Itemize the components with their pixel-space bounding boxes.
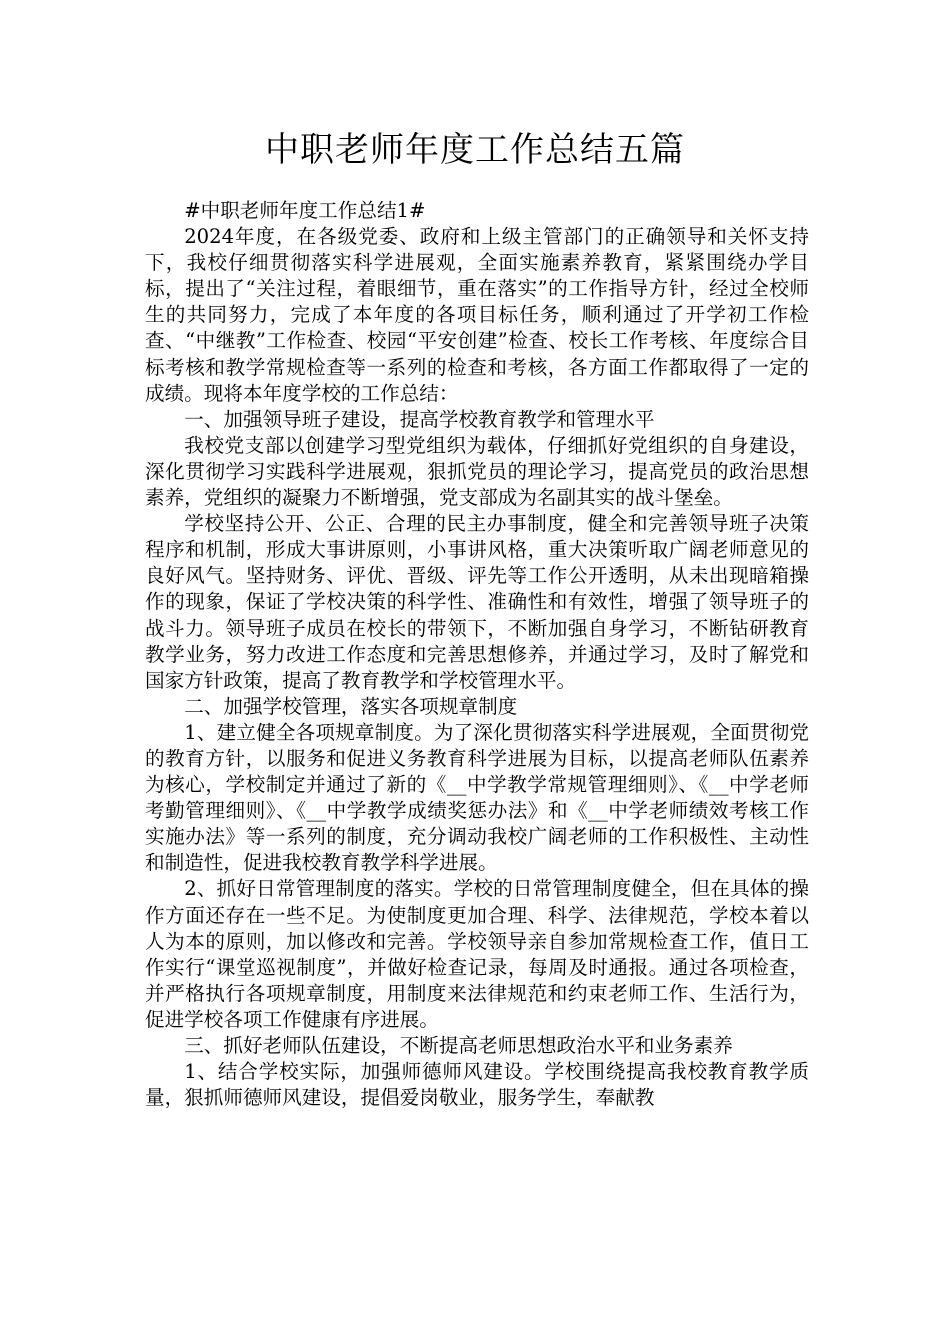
section-heading: 二、加强学校管理，落实各项规章制度 [184, 694, 518, 718]
section-heading: #中职老师年度工作总结1# [184, 199, 426, 222]
document-title: 中职老师年度工作总结五篇 [265, 130, 685, 170]
body-paragraph: 1、结合学校实际，加强师德师风建设。学校围绕提高我校教育教学质量，狠抓师德师风建设，提倡爱岗敬业，服务学生，奉献教 [145, 1060, 809, 1110]
body-paragraph: 1、建立健全各项规章制度。为了深化贯彻落实科学进展观，全面贯彻党的教育方针，以服务和促进义务教育科学进展为目标，以提高老师队伍素养为核心，学校制定并通过了新的《__中学教学常规管理细则》、《__中学老师考勤管理细则》、《__中学教学成绩奖惩办法》和《__中学老师绩效考核工作实施办法》等一系列的制度，充分调动我校广阔老师的工作积极性、主动性和制造性，促进我校教育教学科学进展。 [145, 720, 809, 875]
body-paragraph: 学校坚持公开、公正、合理的民主办事制度，健全和完善领导班子决策程序和机制，形成大事讲原则，小事讲风格，重大决策听取广阔老师意见的良好风气。坚持财务、评优、晋级、评先等工作公开透明，从未出现暗箱操作的现象，保证了学校决策的科学性、准确性和有效性，增强了领导班子的战斗力。领导班子成员在校长的带领下，不断加强自身学习，不断钻研教育教学业务，努力改进工作态度和完善思想修养，并通过学习，及时了解党和国家方针政策，提高了教育教学和学校管理水平。 [145, 512, 809, 692]
body-paragraph: 我校党支部以创建学习型党组织为载体，仔细抓好党组织的自身建设，深化贯彻学习实践科学进展观，狠抓党员的理论学习，提高党员的政治思想素养，党组织的凝聚力不断增强，党支部成为名副其实的战斗堡垒。 [145, 433, 809, 510]
section-heading: 一、加强领导班子建设，提高学校教育教学和管理水平 [184, 407, 655, 431]
body-paragraph: 2024年度，在各级党委、政府和上级主管部门的正确领导和关怀支持下，我校仔细贯彻落实科学进展观，全面实施素养教育，紧紧围绕办学目标，提出了“关注过程，着眼细节，重在落实”的工作指导方针，经过全校师生的共同努力，完成了本年度的各项目标任务，顺利通过了开学初工作检查、“中继教”工作检查、校园“平安创建”检查、校长工作考核、年度综合目标考核和教学常规检查等一系列的检查和考核，各方面工作都取得了一定的成绩。现将本年度学校的工作总结： [145, 225, 809, 405]
body-paragraph: 2、抓好日常管理制度的落实。学校的日常管理制度健全，但在具体的操作方面还存在一些不足。为使制度更加合理、科学、法律规范，学校本着以人为本的原则，加以修改和完善。学校领导亲自参加常规检查工作，值日工作实行“课堂巡视制度”，并做好检查记录，每周及时通报。通过各项检查，并严格执行各项规章制度，用制度来法律规范和约束老师工作、生活行为，促进学校各项工作健康有序进展。 [145, 877, 809, 1031]
document-body [145, 198, 809, 1111]
section-heading: 三、抓好老师队伍建设，不断提高老师思想政治水平和业务素养 [184, 1034, 733, 1057]
